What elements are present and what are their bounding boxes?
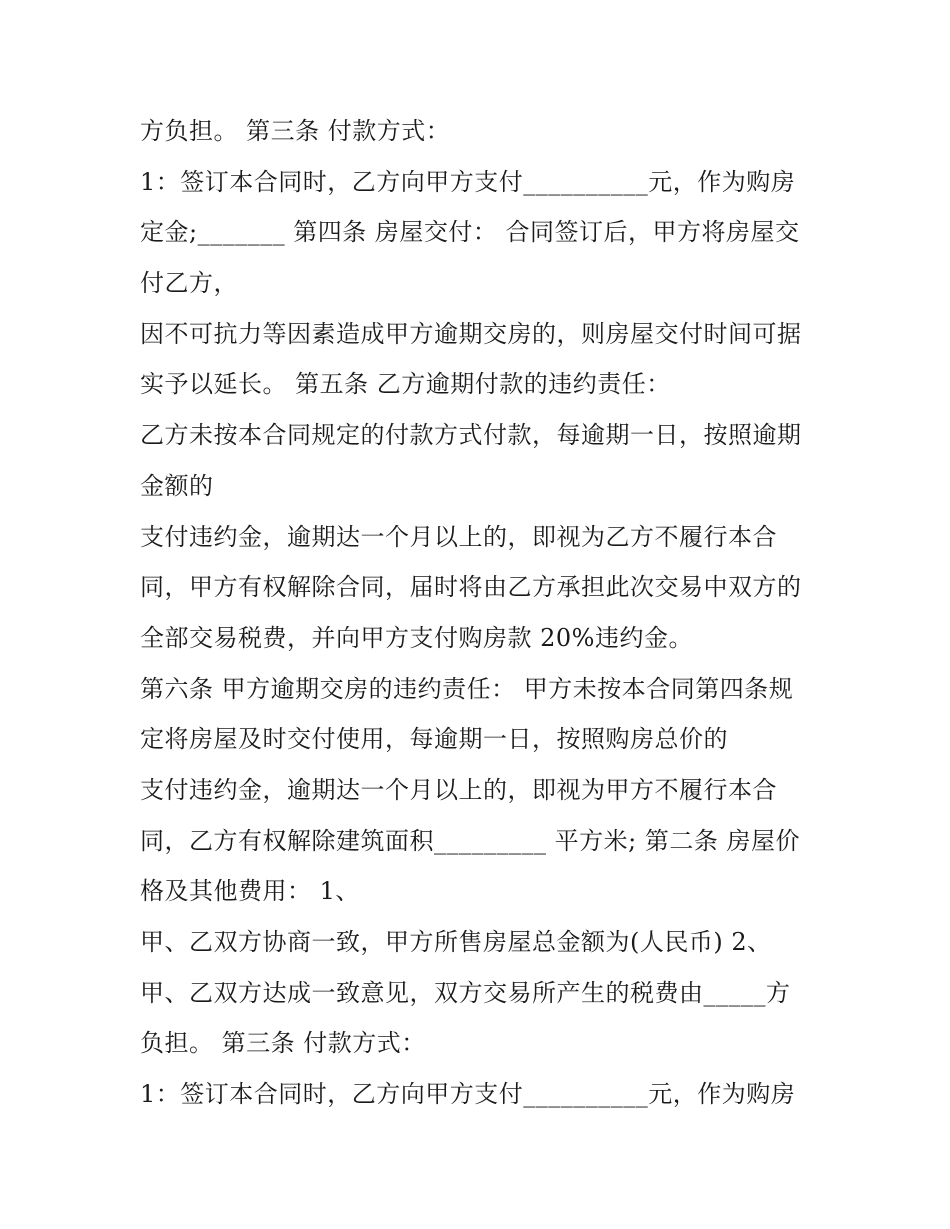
text-line: 支付违约金，逾期达一个月以上的，即视为乙方不履行本合	[140, 522, 777, 551]
text-line: 全部交易税费，并向甲方支付购房款 20%违约金。	[140, 623, 693, 652]
text-line: 负担。 第三条 付款方式：	[140, 1029, 426, 1058]
text-line: 甲、乙双方协商一致，甲方所售房屋总金额为(人民币) 2、	[140, 928, 772, 956]
document-body	[140, 106, 830, 1120]
text-line: 支付违约金，逾期达一个月以上的，即视为甲方不履行本合	[140, 775, 777, 804]
text-line: 同，甲方有权解除合同，届时将由乙方承担此次交易中双方的	[140, 573, 802, 602]
text-line: 甲、乙双方达成一致意见，双方交易所产生的税费由_____方	[140, 978, 791, 1007]
text-line: 同，乙方有权解除建筑面积_________ 平方米; 第二条 房屋价	[140, 826, 800, 855]
text-line: 格及其他费用： 1、	[140, 877, 360, 906]
text-line: 付乙方，	[140, 269, 238, 298]
text-line: 乙方未按本合同规定的付款方式付款，每逾期一日，按照逾期	[140, 421, 802, 450]
text-line: 1：签订本合同时，乙方向甲方支付__________元，作为购房	[140, 167, 796, 196]
text-line: 金额的	[140, 471, 214, 500]
text-line: 1：签订本合同时，乙方向甲方支付__________元，作为购房	[140, 1080, 796, 1109]
text-line: 定将房屋及时交付使用，每逾期一日，按照购房总价的	[140, 725, 728, 754]
text-line: 方负担。 第三条 付款方式：	[140, 117, 451, 145]
text-line: 定金;_______ 第四条 房屋交付： 合同签订后，甲方将房屋交	[140, 218, 800, 247]
text-line: 实予以延长。 第五条 乙方逾期付款的违约责任：	[140, 370, 671, 399]
text-line: 第六条 甲方逾期交房的违约责任： 甲方未按本合同第四条规	[140, 674, 794, 703]
text-line: 因不可抗力等因素造成甲方逾期交房的，则房屋交付时间可据	[140, 319, 802, 348]
